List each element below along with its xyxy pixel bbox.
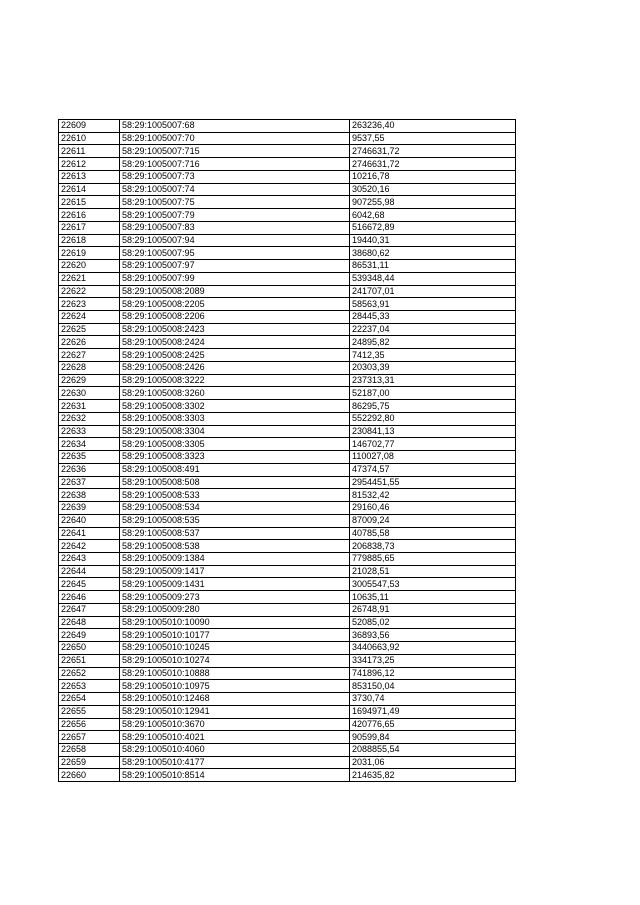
table-row <box>59 374 516 387</box>
value-cell: 539348,44 <box>350 272 516 285</box>
table-row <box>59 361 516 374</box>
row-number-cell: 22638 <box>59 489 120 502</box>
row-number-cell: 22635 <box>59 451 120 464</box>
row-number-cell: 22647 <box>59 603 120 616</box>
cadastral-number-cell: 58:29:1005007:70 <box>120 132 350 145</box>
cadastral-number-cell: 58:29:1005007:716 <box>120 158 350 171</box>
value-cell: 214635,82 <box>350 769 516 782</box>
table-row <box>59 616 516 629</box>
row-number-cell: 22648 <box>59 616 120 629</box>
row-number-cell: 22631 <box>59 400 120 413</box>
cadastral-number-cell: 58:29:1005007:95 <box>120 247 350 260</box>
value-cell: 21028,51 <box>350 565 516 578</box>
table-row <box>59 642 516 655</box>
table-row <box>59 387 516 400</box>
row-number-cell: 22610 <box>59 132 120 145</box>
row-number-cell: 22632 <box>59 412 120 425</box>
cadastral-number-cell: 58:29:1005010:8514 <box>120 769 350 782</box>
value-cell: 334173,25 <box>350 654 516 667</box>
row-number-cell: 22627 <box>59 349 120 362</box>
table-row <box>59 693 516 706</box>
cadastral-number-cell: 58:29:1005010:10245 <box>120 642 350 655</box>
value-cell: 907255,98 <box>350 196 516 209</box>
table-row <box>59 311 516 324</box>
cadastral-number-cell: 58:29:1005009:280 <box>120 603 350 616</box>
cadastral-number-cell: 58:29:1005010:10177 <box>120 629 350 642</box>
cadastral-number-cell: 58:29:1005008:537 <box>120 527 350 540</box>
data-table <box>58 119 516 782</box>
table-row <box>59 667 516 680</box>
cadastral-number-cell: 58:29:1005008:534 <box>120 502 350 515</box>
cadastral-number-cell: 58:29:1005009:1431 <box>120 578 350 591</box>
table-row <box>59 234 516 247</box>
table-row <box>59 412 516 425</box>
value-cell: 52187,00 <box>350 387 516 400</box>
table-row <box>59 285 516 298</box>
cadastral-number-cell: 58:29:1005008:2089 <box>120 285 350 298</box>
value-cell: 1694971,49 <box>350 705 516 718</box>
row-number-cell: 22617 <box>59 221 120 234</box>
value-cell: 146702,77 <box>350 438 516 451</box>
row-number-cell: 22641 <box>59 527 120 540</box>
table-row <box>59 731 516 744</box>
cadastral-number-cell: 58:29:1005007:715 <box>120 145 350 158</box>
value-cell: 29160,46 <box>350 502 516 515</box>
row-number-cell: 22618 <box>59 234 120 247</box>
value-cell: 3730,74 <box>350 693 516 706</box>
row-number-cell: 22637 <box>59 476 120 489</box>
value-cell: 7412,35 <box>350 349 516 362</box>
cadastral-number-cell: 58:29:1005010:12468 <box>120 693 350 706</box>
row-number-cell: 22629 <box>59 374 120 387</box>
cadastral-number-cell: 58:29:1005008:2205 <box>120 298 350 311</box>
value-cell: 241707,01 <box>350 285 516 298</box>
cadastral-number-cell: 58:29:1005008:3260 <box>120 387 350 400</box>
value-cell: 6042,68 <box>350 209 516 222</box>
row-number-cell: 22642 <box>59 540 120 553</box>
row-number-cell: 22628 <box>59 361 120 374</box>
row-number-cell: 22609 <box>59 120 120 133</box>
cadastral-number-cell: 58:29:1005010:3670 <box>120 718 350 731</box>
table-row <box>59 438 516 451</box>
value-cell: 86295,75 <box>350 400 516 413</box>
row-number-cell: 22611 <box>59 145 120 158</box>
value-cell: 19440,31 <box>350 234 516 247</box>
table-row <box>59 209 516 222</box>
row-number-cell: 22622 <box>59 285 120 298</box>
value-cell: 28445,33 <box>350 311 516 324</box>
value-cell: 26748,91 <box>350 603 516 616</box>
row-number-cell: 22630 <box>59 387 120 400</box>
table-row <box>59 120 516 133</box>
value-cell: 2088855,54 <box>350 743 516 756</box>
cadastral-number-cell: 58:29:1005008:2423 <box>120 323 350 336</box>
row-number-cell: 22652 <box>59 667 120 680</box>
row-number-cell: 22624 <box>59 311 120 324</box>
table-row <box>59 196 516 209</box>
cadastral-number-cell: 58:29:1005009:273 <box>120 591 350 604</box>
table-row <box>59 298 516 311</box>
value-cell: 741896,12 <box>350 667 516 680</box>
table-row <box>59 145 516 158</box>
row-number-cell: 22656 <box>59 718 120 731</box>
row-number-cell: 22619 <box>59 247 120 260</box>
cadastral-number-cell: 58:29:1005007:74 <box>120 183 350 196</box>
cadastral-number-cell: 58:29:1005008:3305 <box>120 438 350 451</box>
cadastral-number-cell: 58:29:1005010:4021 <box>120 731 350 744</box>
cadastral-number-cell: 58:29:1005007:94 <box>120 234 350 247</box>
table-row <box>59 743 516 756</box>
value-cell: 38680,62 <box>350 247 516 260</box>
value-cell: 86531,11 <box>350 260 516 273</box>
row-number-cell: 22653 <box>59 680 120 693</box>
table-row <box>59 183 516 196</box>
row-number-cell: 22644 <box>59 565 120 578</box>
row-number-cell: 22646 <box>59 591 120 604</box>
value-cell: 58563,91 <box>350 298 516 311</box>
row-number-cell: 22612 <box>59 158 120 171</box>
value-cell: 2954451,55 <box>350 476 516 489</box>
row-number-cell: 22649 <box>59 629 120 642</box>
table-row <box>59 489 516 502</box>
value-cell: 10216,78 <box>350 170 516 183</box>
table-row <box>59 451 516 464</box>
row-number-cell: 22636 <box>59 463 120 476</box>
table-row <box>59 718 516 731</box>
value-cell: 237313,31 <box>350 374 516 387</box>
cadastral-number-cell: 58:29:1005008:2206 <box>120 311 350 324</box>
table-row <box>59 680 516 693</box>
value-cell: 110027,08 <box>350 451 516 464</box>
table-row <box>59 323 516 336</box>
table-row <box>59 272 516 285</box>
cadastral-number-cell: 58:29:1005008:508 <box>120 476 350 489</box>
table-row <box>59 565 516 578</box>
row-number-cell: 22658 <box>59 743 120 756</box>
row-number-cell: 22613 <box>59 170 120 183</box>
table-row <box>59 247 516 260</box>
table-row <box>59 349 516 362</box>
cadastral-number-cell: 58:29:1005009:1417 <box>120 565 350 578</box>
cadastral-number-cell: 58:29:1005008:3302 <box>120 400 350 413</box>
table-row <box>59 132 516 145</box>
cadastral-number-cell: 58:29:1005008:491 <box>120 463 350 476</box>
value-cell: 40785,58 <box>350 527 516 540</box>
cadastral-number-cell: 58:29:1005009:1384 <box>120 552 350 565</box>
cadastral-number-cell: 58:29:1005008:2426 <box>120 361 350 374</box>
row-number-cell: 22654 <box>59 693 120 706</box>
table-row <box>59 400 516 413</box>
value-cell: 52085,02 <box>350 616 516 629</box>
value-cell: 36893,56 <box>350 629 516 642</box>
value-cell: 2746631,72 <box>350 145 516 158</box>
value-cell: 2031,06 <box>350 756 516 769</box>
value-cell: 263236,40 <box>350 120 516 133</box>
table-row <box>59 654 516 667</box>
value-cell: 22237,04 <box>350 323 516 336</box>
table-row <box>59 463 516 476</box>
cadastral-number-cell: 58:29:1005008:3303 <box>120 412 350 425</box>
cadastral-number-cell: 58:29:1005008:533 <box>120 489 350 502</box>
table-row <box>59 769 516 782</box>
row-number-cell: 22626 <box>59 336 120 349</box>
value-cell: 47374,57 <box>350 463 516 476</box>
table-row <box>59 425 516 438</box>
value-cell: 853150,04 <box>350 680 516 693</box>
value-cell: 81532,42 <box>350 489 516 502</box>
cadastral-number-cell: 58:29:1005007:79 <box>120 209 350 222</box>
row-number-cell: 22659 <box>59 756 120 769</box>
table-row <box>59 476 516 489</box>
row-number-cell: 22660 <box>59 769 120 782</box>
value-cell: 90599,84 <box>350 731 516 744</box>
value-cell: 3005547,53 <box>350 578 516 591</box>
row-number-cell: 22615 <box>59 196 120 209</box>
value-cell: 10635,11 <box>350 591 516 604</box>
value-cell: 779885,65 <box>350 552 516 565</box>
value-cell: 552292,80 <box>350 412 516 425</box>
cadastral-number-cell: 58:29:1005007:99 <box>120 272 350 285</box>
row-number-cell: 22633 <box>59 425 120 438</box>
row-number-cell: 22657 <box>59 731 120 744</box>
cadastral-number-cell: 58:29:1005007:83 <box>120 221 350 234</box>
value-cell: 20303,39 <box>350 361 516 374</box>
cadastral-number-cell: 58:29:1005008:2424 <box>120 336 350 349</box>
cadastral-number-cell: 58:29:1005008:3323 <box>120 451 350 464</box>
row-number-cell: 22655 <box>59 705 120 718</box>
cadastral-number-cell: 58:29:1005010:10975 <box>120 680 350 693</box>
cadastral-number-cell: 58:29:1005007:97 <box>120 260 350 273</box>
value-cell: 9537,55 <box>350 132 516 145</box>
cadastral-number-cell: 58:29:1005007:75 <box>120 196 350 209</box>
cadastral-number-cell: 58:29:1005010:12941 <box>120 705 350 718</box>
row-number-cell: 22634 <box>59 438 120 451</box>
row-number-cell: 22651 <box>59 654 120 667</box>
table-row <box>59 336 516 349</box>
value-cell: 24895,82 <box>350 336 516 349</box>
table-row <box>59 514 516 527</box>
row-number-cell: 22616 <box>59 209 120 222</box>
cadastral-number-cell: 58:29:1005010:4060 <box>120 743 350 756</box>
table-row <box>59 552 516 565</box>
cadastral-number-cell: 58:29:1005008:3222 <box>120 374 350 387</box>
table-row <box>59 540 516 553</box>
value-cell: 2746631,72 <box>350 158 516 171</box>
cadastral-number-cell: 58:29:1005008:2425 <box>120 349 350 362</box>
cadastral-number-cell: 58:29:1005007:68 <box>120 120 350 133</box>
cadastral-number-cell: 58:29:1005007:73 <box>120 170 350 183</box>
cadastral-number-cell: 58:29:1005010:4177 <box>120 756 350 769</box>
cadastral-number-cell: 58:29:1005008:3304 <box>120 425 350 438</box>
table-row <box>59 591 516 604</box>
table-row <box>59 170 516 183</box>
value-cell: 30520,16 <box>350 183 516 196</box>
cadastral-number-cell: 58:29:1005010:10090 <box>120 616 350 629</box>
table-row <box>59 629 516 642</box>
value-cell: 420776,65 <box>350 718 516 731</box>
value-cell: 3440663,92 <box>350 642 516 655</box>
cadastral-number-cell: 58:29:1005008:535 <box>120 514 350 527</box>
row-number-cell: 22614 <box>59 183 120 196</box>
row-number-cell: 22650 <box>59 642 120 655</box>
value-cell: 87009,24 <box>350 514 516 527</box>
table-row <box>59 705 516 718</box>
row-number-cell: 22639 <box>59 502 120 515</box>
row-number-cell: 22621 <box>59 272 120 285</box>
table-row <box>59 158 516 171</box>
cadastral-number-cell: 58:29:1005010:10274 <box>120 654 350 667</box>
row-number-cell: 22645 <box>59 578 120 591</box>
value-cell: 516672,89 <box>350 221 516 234</box>
table-row <box>59 603 516 616</box>
row-number-cell: 22623 <box>59 298 120 311</box>
table-row <box>59 756 516 769</box>
cadastral-number-cell: 58:29:1005008:538 <box>120 540 350 553</box>
table-body <box>59 120 516 782</box>
table-row <box>59 221 516 234</box>
table-row <box>59 527 516 540</box>
row-number-cell: 22620 <box>59 260 120 273</box>
table-row <box>59 578 516 591</box>
value-cell: 206838,73 <box>350 540 516 553</box>
table-row <box>59 260 516 273</box>
row-number-cell: 22643 <box>59 552 120 565</box>
table-row <box>59 502 516 515</box>
row-number-cell: 22625 <box>59 323 120 336</box>
value-cell: 230841,13 <box>350 425 516 438</box>
row-number-cell: 22640 <box>59 514 120 527</box>
cadastral-number-cell: 58:29:1005010:10888 <box>120 667 350 680</box>
